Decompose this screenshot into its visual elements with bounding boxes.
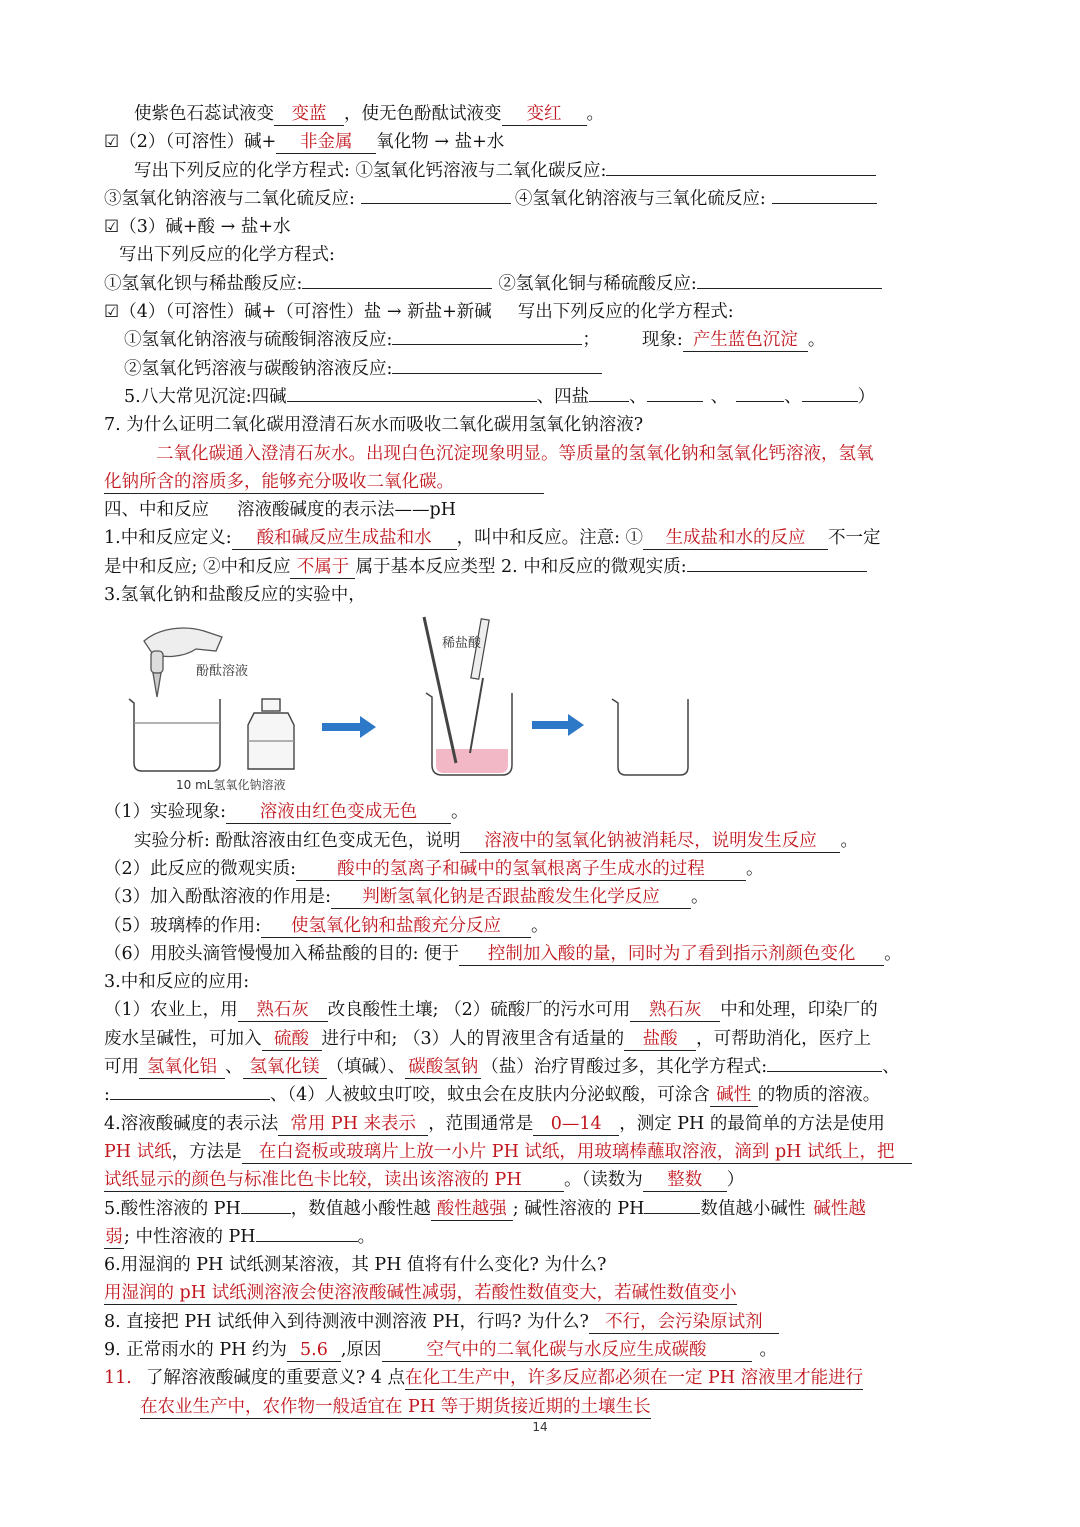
line-19: （1）实验现象: 溶液由红色变成无色 。: [104, 802, 469, 823]
answer-blank: [767, 1053, 882, 1072]
arrow-right-icon: [532, 714, 584, 736]
beaker-1: [129, 699, 220, 771]
answer: 化钠所含的溶质多，能够充分吸收二氧化碳。: [104, 471, 544, 494]
line-12: 7. 为什么证明二氧化碳用澄清石灰水而吸收二氧化碳用氢氧化钠溶液?: [104, 415, 644, 436]
answer: 5.6: [287, 1339, 341, 1362]
answer: 在农业生产中，农作物一般适宜在 PH 等于期货接近期的土壤生长: [140, 1396, 651, 1417]
answer: 弱: [105, 1226, 123, 1247]
page-number: 14: [532, 1420, 548, 1434]
line-40: [104, 1393, 944, 1421]
line-23: （5）玻璃棒的作用: 使氢氧化钠和盐酸充分反应 。: [104, 915, 549, 936]
label-naoh-10ml: 10 mL氢氧化钠溶液: [176, 778, 286, 793]
answer: 氢氧化镁: [243, 1056, 327, 1079]
line-21: （2）此反应的微观实质: 酸中的氢离子和碱中的氢氧根离子生成水的过程 。: [104, 858, 764, 879]
answer: 酸性越强: [431, 1198, 513, 1221]
answer: 在化工生产中，许多反应都必须在一定 PH 溶液里才能进行: [405, 1368, 864, 1389]
line-8: ☑（4）（可溶性）碱+（可溶性）盐 → 新盐+新碱 写出下列反应的化学方程式:: [104, 302, 734, 323]
answer: 0—14: [533, 1113, 619, 1136]
line-37: 8. 直接把 PH 试纸伸入到待测液中测溶液 PH，行吗? 为什么? 不行，会污染原试剂: [104, 1308, 944, 1336]
answer: 熟石灰: [238, 999, 328, 1022]
line-24: （6）用胶头滴管慢慢加入稀盐酸的目的: 便于 控制加入酸的量，同时为了看到指示剂颜色变化 。: [104, 943, 902, 964]
answer: 变蓝: [274, 103, 344, 126]
line-14: [104, 468, 944, 496]
line-13: [104, 440, 944, 468]
dropper-hand: [144, 628, 222, 697]
answer-blank: [392, 326, 582, 345]
answer: 二氧化碳通入澄清石灰水。出现白色沉淀现象明显。等质量的氢氧化钠和氢氧化钙溶液，氢氧: [156, 443, 874, 464]
answer-blank: [110, 1081, 270, 1100]
answer-blank: [736, 383, 784, 402]
answer: 氢氧化铝: [139, 1056, 225, 1079]
answer-blank: [302, 270, 492, 289]
answer: 溶液中的氢氧化钠被消耗尽，说明发生反应: [460, 830, 840, 853]
line-30: 4.溶液酸碱度的表示法 常用 PH 来表示 ，范围通常是 0—14 ，测定 PH 的最简单的方法是使用: [104, 1113, 885, 1134]
checkbox-checked-icon: ☑: [104, 132, 120, 153]
answer: 空气中的二氧化碳与水反应生成碳酸: [382, 1339, 752, 1362]
line-28: 可用 氢氧化铝 、 氢氧化镁 （填碱）、 碳酸氢钠 （盐）治疗胃酸过多，其化学方程式: 、: [104, 1053, 944, 1081]
line-3: 写出下列反应的化学方程式: ①氢氧化钙溶液与二氧化碳反应:: [104, 157, 944, 185]
answer: PH 试纸: [104, 1141, 172, 1162]
checkbox-checked-icon: ☑: [104, 302, 120, 323]
answer-blank: [697, 270, 882, 289]
answer: 熟石灰: [630, 999, 720, 1022]
answer: 判断氢氧化钠是否跟盐酸发生化学反应: [331, 886, 691, 909]
line-5: ☑（3）碱+酸 → 盐+水: [104, 217, 291, 238]
answer: 使氢氧化钠和盐酸充分反应: [261, 915, 531, 938]
answer: 硫酸: [262, 1028, 322, 1051]
answer: 碱性越: [813, 1198, 866, 1219]
answer: 在白瓷板或玻璃片上放一小片 PH 试纸，用玻璃棒蘸取溶液，滴到 pH 试纸上，把: [242, 1141, 912, 1164]
line-36: [104, 1279, 944, 1307]
answer-blank: [606, 157, 876, 176]
answer: 常用 PH 来表示: [278, 1113, 428, 1136]
line-10: ②氢氧化钙溶液与碳酸钠溶液反应:: [104, 355, 944, 383]
line-29: : 、（4）人被蚊虫叮咬，蚊虫会在皮肤内分泌蚁酸，可涂含 碱性 的物质的溶液。: [104, 1081, 944, 1109]
experiment-figure: [104, 613, 944, 798]
worksheet-page: [104, 100, 944, 1421]
line-17: 是中和反应; ②中和反应 不属于 属于基本反应类型 2. 中和反应的微观实质:: [104, 553, 944, 581]
line-35: 6.用湿润的 PH 试纸测某溶液，其 PH 值将有什么变化? 为什么?: [104, 1255, 607, 1276]
answer: 整数: [643, 1169, 727, 1192]
line-38: 9. 正常雨水的 PH 约为 5.6 ,原因 空气中的二氧化碳与水反应生成碳酸 。: [104, 1339, 777, 1360]
line-9: ①氢氧化钠溶液与硫酸铜溶液反应: ； 现象: 产生蓝色沉淀 。: [104, 326, 944, 354]
beaker-3: [612, 699, 688, 775]
line-16: 1.中和反应定义: 酸和碱反应生成盐和水 ，叫中和反应。注意: ① 生成盐和水的反应 不一定: [104, 528, 881, 549]
line-6: 写出下列反应的化学方程式:: [119, 245, 335, 266]
line-2: ☑（2）（可溶性）碱+ 非金属 氧化物 → 盐+水: [104, 132, 505, 153]
label-phenolphthalein: 酚酞溶液: [196, 664, 249, 680]
answer-blank: [687, 553, 867, 572]
experiment-illustration: [104, 613, 704, 798]
answer: 酸和碱反应生成盐和水: [232, 527, 457, 550]
answer: 生成盐和水的反应: [643, 527, 828, 550]
answer: 产生蓝色沉淀: [683, 329, 808, 352]
line-32: 试纸显示的颜色与标准比色卡比较，读出该溶液的 PH 。（读数为 整数 ）: [104, 1170, 745, 1191]
answer-blank: [772, 185, 877, 204]
line-4: ③氢氧化钠溶液与二氧化硫反应: ④氢氧化钠溶液与三氧化硫反应:: [104, 185, 944, 213]
bottle: [248, 699, 294, 769]
answer: 非金属: [276, 131, 376, 154]
answer-blank: [589, 383, 629, 402]
line-1: 使紫色石蕊试液变 变蓝 ，使无色酚酞试液变 变红 。: [134, 104, 604, 124]
line-22: （3）加入酚酞溶液的作用是: 判断氢氧化钠是否跟盐酸发生化学反应 。: [104, 887, 709, 908]
line-18: 3.氢氧化钠和盐酸反应的实验中，: [104, 585, 366, 606]
answer-blank: [802, 383, 858, 402]
answer: 碱性: [710, 1084, 758, 1107]
answer: 不行，会污染原试剂: [589, 1311, 779, 1334]
answer-blank: [647, 383, 703, 402]
answer-blank: [644, 1195, 700, 1214]
answer: 碳酸氢钠: [405, 1056, 481, 1079]
line-39: 11. 了解溶液酸碱度的重要意义? 4 点在化工生产中，许多反应都必须在一定 PH 溶液里才能进行: [104, 1368, 864, 1389]
line-25: 3.中和反应的应用:: [104, 972, 250, 993]
line-26: （1）农业上，用 熟石灰 改良酸性土壤; （2）硫酸厂的污水可用 熟石灰 中和处理，印染厂的: [104, 1000, 878, 1021]
label-dilute-hcl: 稀盐酸: [442, 636, 482, 652]
answer-blank: [287, 383, 537, 402]
answer: 溶液由红色变成无色: [226, 801, 451, 824]
line-31: PH 试纸，方法是 在白瓷板或玻璃片上放一小片 PH 试纸，用玻璃棒蘸取溶液，滴到 pH 试纸上，把: [104, 1138, 944, 1166]
line-7: ①氢氧化钡与稀盐酸反应: ②氢氧化铜与稀硫酸反应:: [104, 270, 944, 298]
checkbox-checked-icon: ☑: [104, 217, 120, 238]
line-34: 弱; 中性溶液的 PH 。: [104, 1223, 944, 1251]
answer-blank: [241, 1195, 291, 1214]
arrow-right-icon: [322, 716, 376, 738]
answer: 盐酸: [624, 1028, 696, 1051]
answer: 控制加入酸的量，同时为了看到指示剂颜色变化: [459, 943, 884, 966]
answer: 用湿润的 pH 试纸测溶液会使溶液酸碱性减弱，若酸性数值变大，若碱性数值变小: [104, 1283, 737, 1304]
answer: 酸中的氢离子和碱中的氢氧根离子生成水的过程: [296, 858, 746, 881]
answer: 不属于: [290, 556, 355, 579]
answer: 变红: [502, 103, 587, 126]
line-11: 5.八大常见沉淀:四碱 、四盐 、 、 、 ）: [104, 383, 944, 411]
line-33: 5.酸性溶液的 PH ，数值越小酸性越 酸性越强 ; 碱性溶液的 PH 数值越小碱性 碱性越: [104, 1195, 944, 1223]
answer-blank: [361, 185, 511, 204]
answer-blank: [256, 1223, 358, 1242]
answer-blank: [392, 355, 602, 374]
line-20: 实验分析: 酚酞溶液由红色变成无色，说明 溶液中的氢氧化钠被消耗尽，说明发生反应 。: [134, 830, 858, 851]
line-15: 四、中和反应 溶液酸碱度的表示法——pH: [104, 500, 456, 521]
line-27: 废水呈碱性，可加入 硫酸 进行中和; （3）人的胃液里含有适量的 盐酸 ，可帮助消化，医疗上: [104, 1028, 872, 1049]
answer: 试纸显示的颜色与标准比色卡比较，读出该溶液的 PH: [104, 1169, 564, 1192]
